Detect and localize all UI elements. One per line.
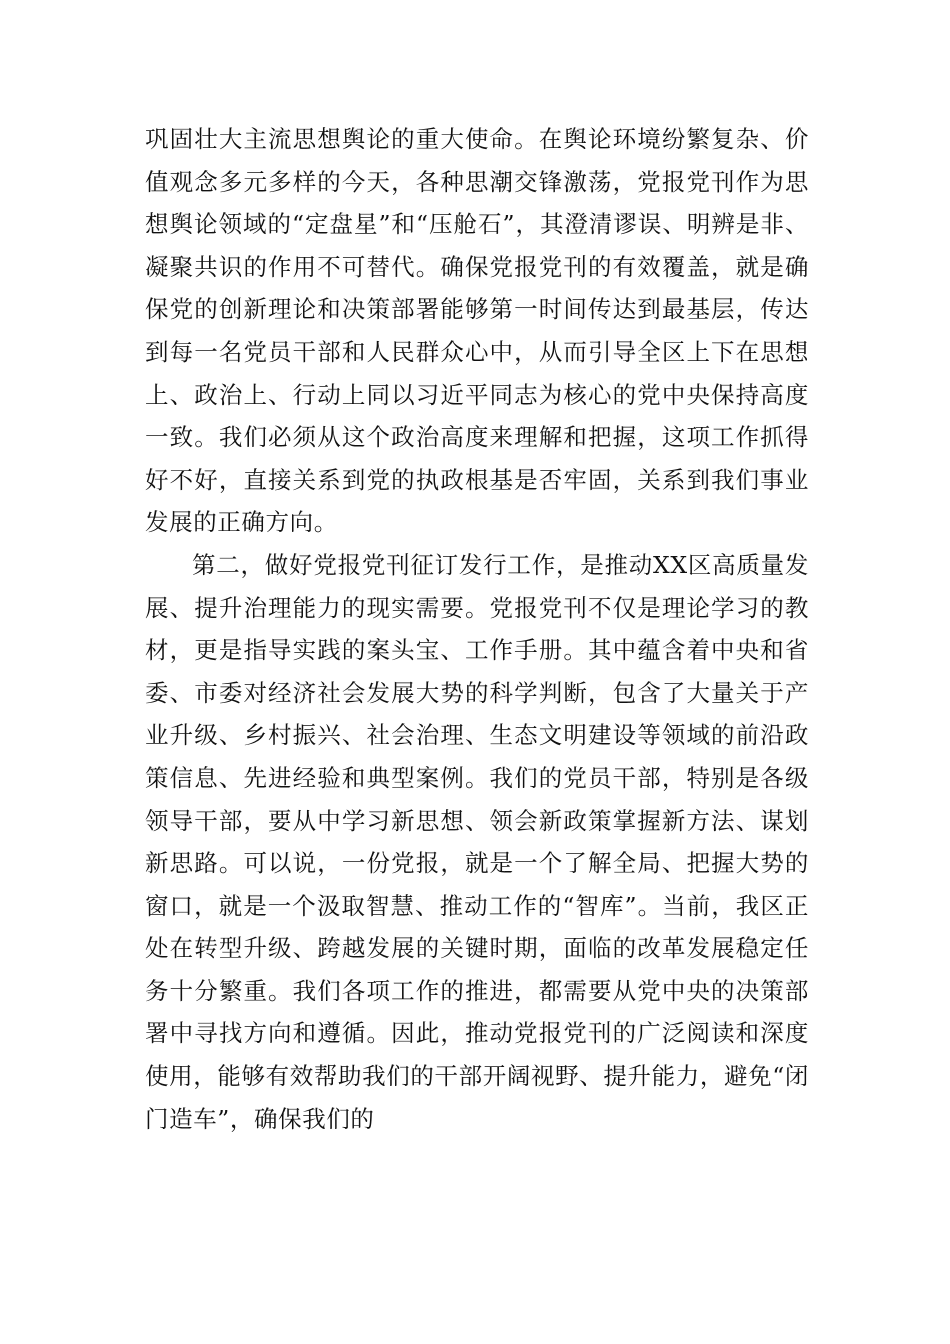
body-text	[145, 118, 809, 1140]
paragraph-continuation: 巩固壮大主流思想舆论的重大使命。在舆论环境纷繁复杂、价值观念多元多样的今天，各种思潮交锋激荡，党报党刊作为思想舆论领域的“定盘星”和“压舱石”，其澄清谬误、明辨是非、凝聚共识的作用不可替代。确保党报党刊的有效覆盖，就是确保党的创新理论和决策部署能够第一时间传达到最基层，传达到每一名党员干部和人民群众心中，从而引导全区上下在思想上、政治上、行动上同以习近平同志为核心的党中央保持高度一致。我们必须从这个政治高度来理解和把握，这项工作抓得好不好，直接关系到党的执政根基是否牢固，关系到我们事业发展的正确方向。	[145, 125, 809, 537]
paragraph-second-point: 第二，做好党报党刊征订发行工作，是推动XX区高质量发展、提升治理能力的现实需要。党报党刊不仅是理论学习的教材，更是指导实践的案头宝、工作手册。其中蕴含着中央和省委、市委对经济社会发展大势的科学判断，包含了大量关于产业升级、乡村振兴、社会治理、生态文明建设等领域的前沿政策信息、先进经验和典型案例。我们的党员干部，特别是各级领导干部，要从中学习新思想、领会新政策掌握新方法、谋划新思路。可以说，一份党报，就是一个了解全局、把握大势的窗口，就是一个汲取智慧、推动工作的“智库”。当前，我区正处在转型升级、跨越发展的关键时期，面临的改革发展稳定任务十分繁重。我们各项工作的推进，都需要从党中央的决策部署中寻找方向和遵循。因此，推动党报党刊的广泛阅读和深度使用，能够有效帮助我们的干部开阔视野、提升能力，避免“闭门造车”，确保我们的	[145, 550, 809, 1133]
